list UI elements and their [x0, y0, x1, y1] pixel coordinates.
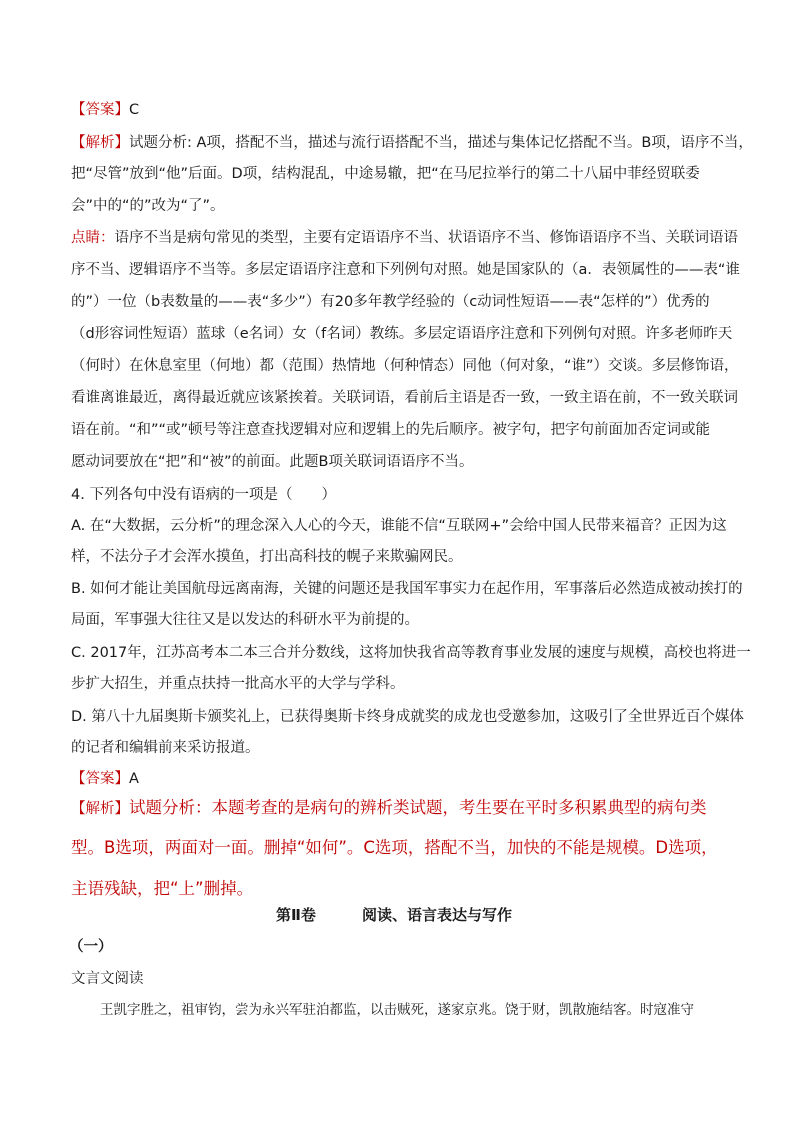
option-b-line-2: 局面，军事强大往往又是以发达的科研水平为前提的。 [71, 612, 419, 628]
part-heading: （一） [69, 939, 113, 955]
analysis-2-line-1 [71, 797, 707, 820]
option-c-line-2: 步扩大招生，并重点扶持一批高水平的大学与学科。 [71, 676, 405, 692]
reading-label: 文言文阅读 [71, 971, 144, 987]
analysis-2-line-3: 主语残缺，把“上”删掉。 [71, 879, 254, 898]
option-a-line-1: A. 在“大数据，云分析”的理念深入人心的今天，谁能不信“互联网+”会给中国人民带来福音？正因为这 [71, 518, 727, 534]
section-title: 第Ⅱ卷 [276, 906, 316, 924]
option-d-line-1: D. 第八十九届奥斯卡颁奖礼上，已获得奥斯卡终身成就奖的成龙也受邀参加，这吸引了全世界近百个媒体 [71, 709, 744, 725]
analysis-1-line-3: 会”中的“的”改为“了”。 [71, 198, 225, 214]
option-d-line-2: 的记者和编辑前来采访报道。 [71, 740, 260, 756]
tips-text-1: 语序不当是病句常见的类型，主要有定语语序不当、状语语序不当、修饰语语序不当、关联词语语 [114, 230, 738, 246]
tips-line-7: 语在前。“和”“或”顿号等注意查找逻辑对应和逻辑上的先后顺序。被字句，把字句前面加否定词或能 [71, 422, 711, 438]
answer-2-tag: 【答案】 [71, 771, 129, 787]
answer-2-value: A [129, 771, 139, 787]
analysis-2-text-1: 试题分析：本题考查的是病句的辨析类试题，考生要在平时多积累典型的病句类 [129, 798, 707, 817]
analysis-1-line-1 [71, 133, 753, 153]
answer-1-tag: 【答案】 [71, 102, 129, 118]
answer-1-line [71, 100, 139, 120]
tips-line-3: 的”）一位（b表数量的——表“多少”）有20多年教学经验的（c动词性短语——表“怎样的”）优秀的 [71, 294, 710, 310]
passage-line-1: 王凯字胜之，祖审钧，尝为永兴军驻泊都监，以击贼死，遂家京兆。饶于财，凯散施结客。时寇准守 [100, 1002, 694, 1018]
tips-line-8: 愿动词要放在“把”和“被”的前面。此题B项关联词语语序不当。 [71, 454, 474, 470]
option-c-line-1: C. 2017年，江苏高考本二本三合并分数线，这将加快我省高等教育事业发展的速度与规模，高校也将进一 [71, 645, 751, 661]
answer-1-value: C [129, 102, 140, 118]
tips-line-2: 序不当、逻辑语序不当等。多层定语语序注意和下列例句对照。她是国家队的（a．表领属性的——表“谁 [71, 262, 740, 278]
answer-2-line [71, 769, 139, 789]
tips-line-5: （何时）在休息室里（何地）都（范围）热情地（何种情态）同他（何对象，“谁”）交谈。多层修饰语， [71, 358, 739, 374]
option-a-line-2: 样，不法分子才会浑水摸鱼，打出高科技的幌子来欺骗网民。 [71, 549, 463, 565]
tips-line-6: 看谁离谁最近，离得最近就应该紧挨着。关联词语，看前后主语是否一致，一致主语在前，不一致关联词 [71, 390, 738, 406]
tips-line-1 [71, 228, 738, 248]
tips-tag: 点睛： [71, 230, 115, 246]
question-4-stem: 4. 下列各句中没有语病的一项是（ ） [71, 487, 336, 503]
tips-line-4: （d形容词性短语）蓝球（e名词）女（f名词）教练。多层定语语序注意和下列例句对照。许多老师昨天 [71, 326, 733, 342]
section-subtitle: 阅读、语言表达与写作 [362, 906, 513, 924]
analysis-1-line-2: 把“尽管”放到“他”后面。D项，结构混乱，中途易辙，把“在马尼拉举行的第二十八届中菲经贸联委 [71, 166, 700, 182]
option-b-line-1: B. 如何才能让美国航母远离南海，关键的问题还是我国军事实力在起作用，军事落后必然造成被动挨打的 [71, 581, 743, 597]
analysis-1-text-1: 试题分析: A项，搭配不当，描述与流行语搭配不当，描述与集体记忆搭配不当。B项，语序不当， [129, 135, 753, 151]
analysis-2-tag: 【解析】 [71, 801, 129, 817]
analysis-1-tag: 【解析】 [71, 135, 129, 151]
analysis-2-line-2: 型。B选项，两面对一面。删掉“如何”。C选项，搭配不当，加快的不能是规模。D选项， [71, 838, 718, 857]
